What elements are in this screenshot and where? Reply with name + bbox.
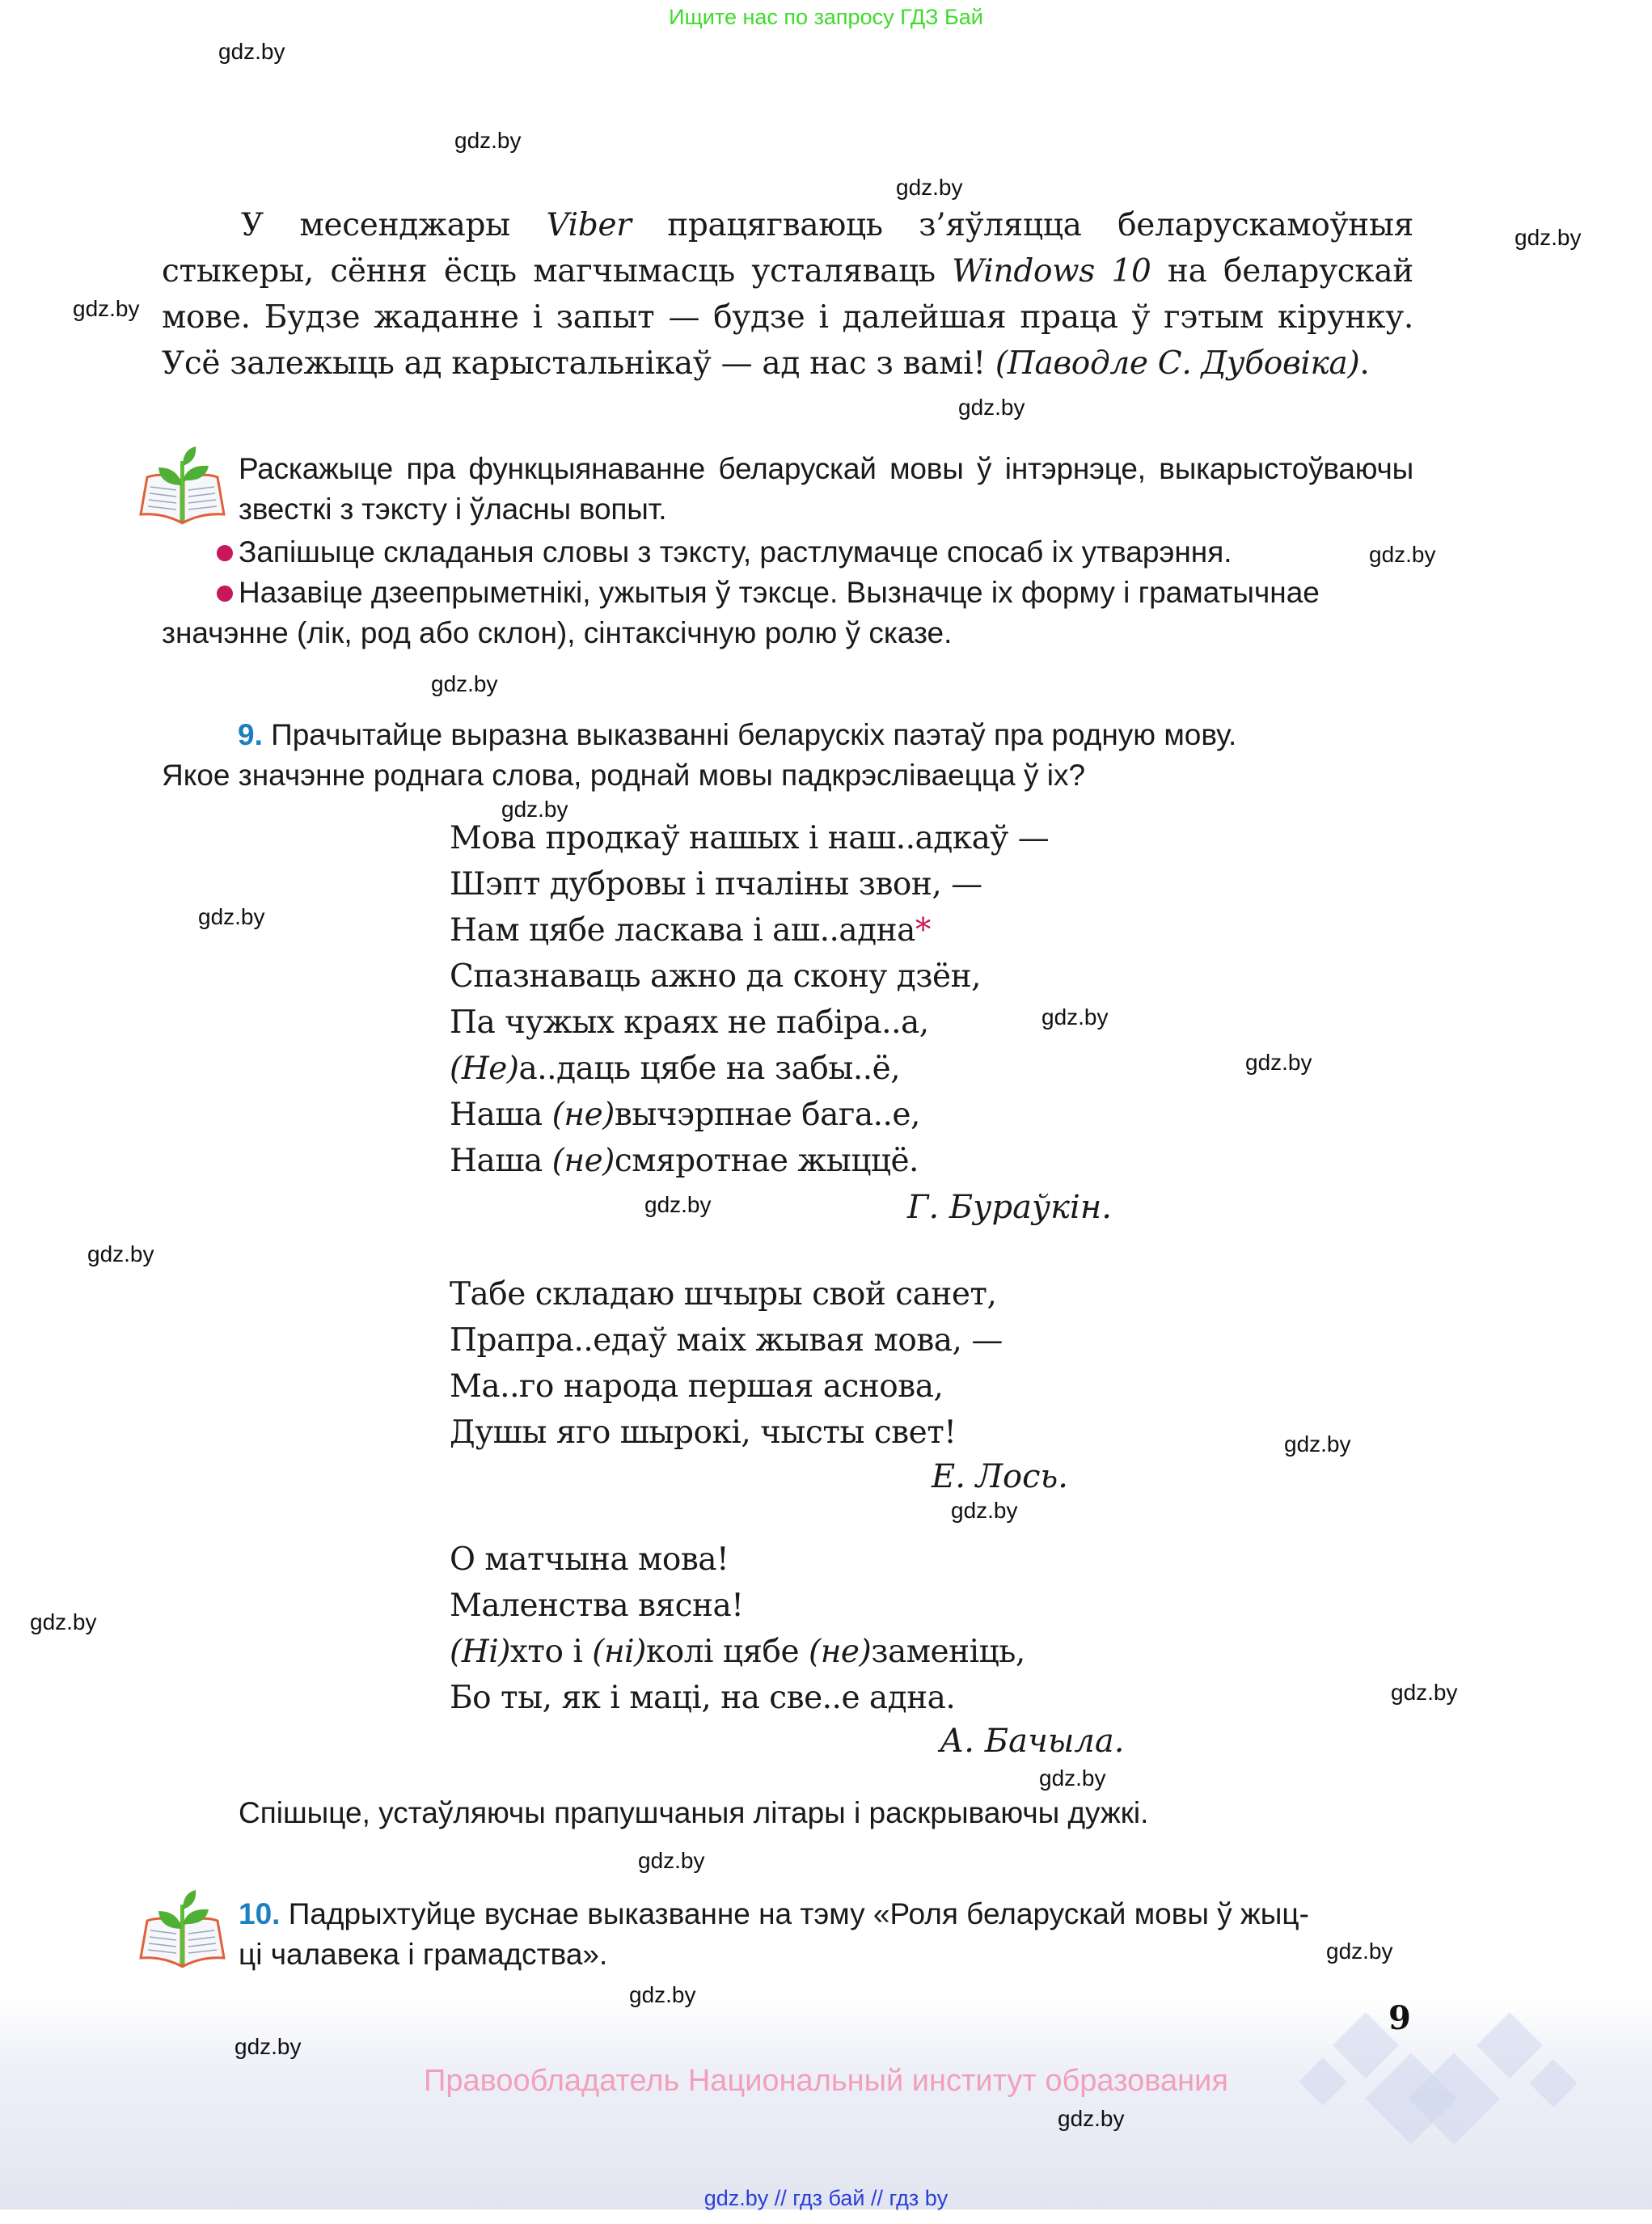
intro-italic-viber: Viber — [546, 207, 632, 243]
poem-line: Наша (не)вычэрпнае бага..е, — [450, 1097, 920, 1133]
footer-links[interactable]: gdz.by // гдз бай // гдз by — [703, 2186, 949, 2210]
page-number: 9 — [1388, 1999, 1411, 2037]
exercise-text: Падрыхтуйце вуснае выказванне на тэму «Роля беларускай мовы ў жыц- — [288, 1897, 1309, 1930]
intro-text: працягваюць з’яўляцца беларускамоўныя стыкеры, сёння ёсць магчымасць усталяваць — [162, 207, 1413, 290]
watermark-text: gdz.by — [1391, 1680, 1458, 1705]
watermark-text: gdz.by — [1515, 225, 1582, 250]
watermark-text: gdz.by — [1284, 1431, 1351, 1457]
watermark-text: gdz.by — [501, 797, 568, 822]
watermark-text: gdz.by — [644, 1192, 712, 1217]
poem-line: Наша (не)смяротнае жыццё. — [450, 1143, 919, 1179]
bullet-item — [239, 532, 1232, 573]
watermark-text: gdz.by — [1326, 1939, 1393, 1964]
poem-line: Спазнаваць ажно да скону дзён, — [450, 958, 981, 995]
poem-author: Г. Бураўкін. — [907, 1189, 1112, 1226]
intro-text: У месенджары — [241, 207, 547, 243]
exercise-10-line1 — [239, 1894, 1309, 1934]
poem-line: Прапра..едаў маіх жывая мова, — — [450, 1322, 1003, 1359]
book-sprout-icon — [136, 445, 229, 526]
bullet-text: Назавіце дзеепрыметнікі, ужытыя ў тэксце. Вызначце іх форму і граматычнае — [239, 576, 1320, 609]
poem-line: О матчына мова! — [450, 1541, 729, 1578]
exercise-10-line2 — [239, 1934, 607, 1975]
watermark-text: gdz.by — [218, 39, 285, 64]
poem-line: Ма..го народа першая аснова, — [450, 1368, 944, 1405]
intro-text: на беларускай мове. Будзе жаданне і запыт — будзе і далейшая праца ў гэтым кірунку. Усё залежыць ад карыстальнікаў — ад нас з вамі! — [162, 253, 1413, 382]
watermark-text: gdz.by — [234, 2034, 302, 2059]
poem-line: (Не)а..даць цябе на забы..ё, — [450, 1051, 901, 1087]
watermark-text: gdz.by — [431, 671, 498, 696]
exercise-9-line2 — [162, 755, 1085, 796]
poem-los — [450, 1271, 1003, 1456]
exercise-9-instruction — [239, 1793, 1148, 1833]
poem-author: Е. Лось. — [932, 1458, 1068, 1495]
poem-line: Табе складаю шчыры свой санет, — [450, 1276, 997, 1313]
exercise-text: ці чалавека і грамадства». — [239, 1938, 608, 1971]
bullet-dot-icon — [217, 586, 233, 602]
intro-text: . — [1359, 345, 1370, 382]
oral-task-text: Раскажыце пра функцыянаванне беларускай мовы ў інтэрнэце, выкарыстоўваючы звесткі з тэксту і ўласны вопыт. — [239, 452, 1413, 526]
watermark-text: gdz.by — [951, 1498, 1018, 1523]
copyright-notice: Правообладатель Национальный институт образования — [424, 2064, 1228, 2098]
exercise-text: Якое значэнне роднага слова, роднай мовы падкрэсліваецца ў іх? — [162, 759, 1086, 792]
bullet-text: значэнне (лік, род або склон), сінтаксічную ролю ў сказе. — [162, 616, 953, 649]
poem-bachyla — [450, 1537, 1025, 1721]
exercise-number: 9. — [238, 718, 263, 751]
poem-line: Мова продкаў нашых і наш..адкаў — — [450, 820, 1050, 856]
exercise-9-line1 — [238, 715, 1236, 755]
exercise-number: 10. — [239, 1897, 281, 1930]
intro-paragraph — [162, 202, 1413, 387]
bullet-continuation — [162, 613, 952, 653]
watermark-text: gdz.by — [1245, 1050, 1312, 1075]
bullet-dot-icon — [217, 545, 233, 561]
poem-line: Нам цябе ласкава і аш..адна* — [450, 912, 931, 949]
poem-buraukin — [450, 815, 1049, 1184]
intro-source-citation: (Паводле С. Дубовіка) — [995, 345, 1360, 382]
poem-author: А. Бачыла. — [940, 1723, 1125, 1760]
bullet-item — [239, 573, 1320, 613]
watermark-text: gdz.by — [1058, 2106, 1125, 2131]
intro-italic-windows: Windows 10 — [952, 253, 1151, 290]
watermark-text: gdz.by — [1039, 1765, 1106, 1791]
watermark-text: gdz.by — [73, 296, 140, 321]
watermark-text: gdz.by — [87, 1241, 154, 1266]
book-sprout-icon — [136, 1888, 229, 1969]
watermark-text: gdz.by — [638, 1848, 705, 1873]
instruction-text: Спішыце, устаўляючы прапушчаныя літары і раскрываючы дужкі. — [239, 1796, 1149, 1829]
search-hint-banner: Ищите нас по запросу ГДЗ Бай — [669, 5, 983, 29]
poem-line: Па чужых краях не пабіра..а, — [450, 1004, 929, 1041]
watermark-text: gdz.by — [629, 1982, 696, 2007]
watermark-text: gdz.by — [896, 175, 963, 200]
watermark-text: gdz.by — [30, 1609, 97, 1634]
oral-task — [239, 449, 1413, 530]
watermark-text: gdz.by — [454, 128, 522, 153]
bullet-text: Запішыце складаныя словы з тэксту, растлумачце спосаб іх утварэння. — [239, 535, 1232, 569]
watermark-text: gdz.by — [1041, 1004, 1109, 1030]
footnote-asterisk-icon: * — [915, 912, 931, 949]
poem-line: Бо ты, як і маці, на све..е адна. — [450, 1680, 956, 1716]
poem-line: (Ні)хто і (ні)колі цябе (не)заменіць, — [450, 1634, 1025, 1670]
exercise-text: Прачытайце выразна выказванні беларускіх паэтаў пра родную мову. — [271, 718, 1237, 751]
poem-line: Маленства вясна! — [450, 1588, 744, 1624]
poem-line: Душы яго шырокі, чысты свет! — [450, 1414, 957, 1451]
watermark-text: gdz.by — [958, 395, 1025, 420]
poem-line: Шэпт дубровы і пчаліны звон, — — [450, 866, 982, 903]
watermark-text: gdz.by — [198, 904, 265, 929]
watermark-text: gdz.by — [1369, 542, 1436, 567]
